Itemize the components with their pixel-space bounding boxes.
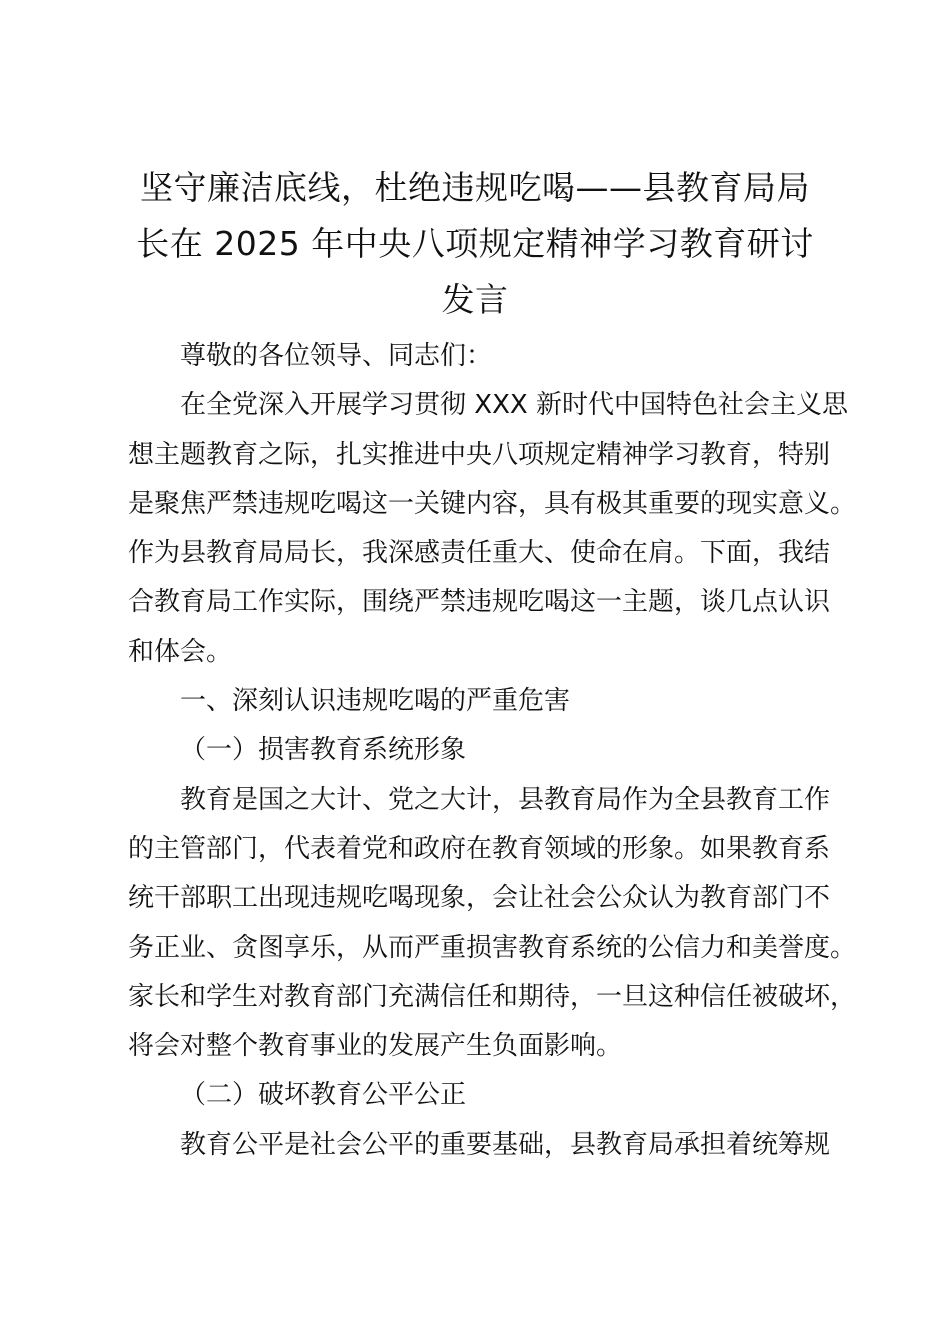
intro-line-6: 和体会。	[128, 636, 233, 667]
document-title	[118, 160, 832, 328]
subsection-1-line-2: 的主管部门，代表着党和政府在教育领域的形象。如果教育系	[128, 833, 831, 864]
document-body	[128, 332, 857, 1170]
subsection-1-paragraph	[128, 776, 857, 1072]
intro-paragraph	[128, 381, 857, 677]
salutation: 尊敬的各位领导、同志们：	[180, 341, 493, 371]
subsection-1-line-3: 统干部职工出现违规吃喝现象，会让社会公众认为教育部门不	[128, 883, 831, 914]
subsection-2-line-1: 教育公平是社会公平的重要基础，县教育局承担着统筹规	[180, 1129, 831, 1160]
intro-line-3: 是聚焦严禁违规吃喝这一关键内容，具有极其重要的现实意义。	[128, 488, 857, 519]
title-line-1: 坚守廉洁底线，杜绝违规吃喝——县教育局局	[140, 168, 810, 207]
section-1-heading: 一、深刻认识违规吃喝的严重危害	[180, 686, 571, 717]
title-line-2: 长在 2025 年中央八项规定精神学习教育研讨	[136, 224, 814, 263]
subsection-2-heading: （二）破坏教育公平公正	[180, 1080, 467, 1111]
subsection-1-line-1: 教育是国之大计、党之大计，县教育局作为全县教育工作	[180, 784, 831, 815]
subsection-1-line-5: 家长和学生对教育部门充满信任和期待，一旦这种信任被破坏，	[128, 981, 857, 1012]
subsection-1-heading: （一）损害教育系统形象	[180, 735, 467, 766]
subsection-1-line-6: 将会对整个教育事业的发展产生负面影响。	[128, 1031, 623, 1062]
subsection-1-line-4: 务正业、贪图享乐，从而严重损害教育系统的公信力和美誉度。	[128, 932, 857, 963]
title-line-3: 发言	[441, 280, 509, 319]
intro-line-5: 合教育局工作实际，围绕严禁违规吃喝这一主题，谈几点认识	[128, 587, 831, 618]
intro-line-1: 在全党深入开展学习贯彻 XXX 新时代中国特色社会主义思	[180, 390, 848, 421]
subsection-2-paragraph	[128, 1121, 831, 1170]
intro-line-2: 想主题教育之际，扎实推进中央八项规定精神学习教育，特别	[128, 439, 831, 470]
intro-line-4: 作为县教育局局长，我深感责任重大、使命在肩。下面，我结	[128, 538, 831, 569]
